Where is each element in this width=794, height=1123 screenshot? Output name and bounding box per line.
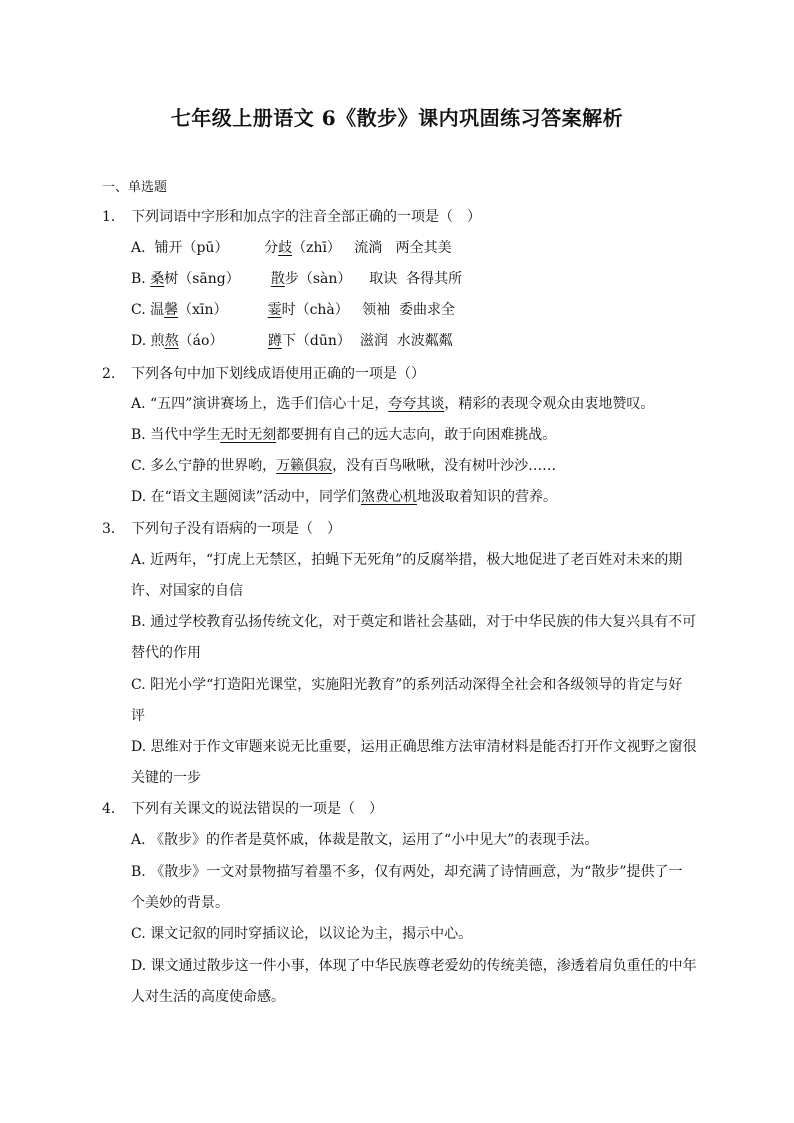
question-4-option-d-line-1: D. 课文通过散步这一件小事，体现了中华民族尊老爱幼的传统美德，渗透着肩负重任的中年	[131, 958, 697, 974]
question-1-option-d: D. 煎熬（áo） 蹲下（dūn） 滋润 水波粼粼	[131, 333, 453, 349]
question-3-stem: 下列句子没有语病的一项是（ ）	[131, 521, 341, 537]
question-2-number: 2.	[102, 366, 116, 382]
question-4-option-d-line-2: 人对生活的高度使命感。	[131, 989, 285, 1005]
question-3-option-a-line-2: 许、对国家的自信	[131, 583, 243, 599]
question-4-stem: 下列有关课文的说法错误的一项是（ ）	[131, 801, 383, 817]
page-title: 七年级上册语文 6《散步》课内巩固练习答案解析	[170, 106, 624, 130]
question-4-number: 4.	[102, 801, 116, 817]
question-3-option-a-line-1: A. 近两年，“打虎上无禁区，拍蝇下无死角”的反腐举措，极大地促进了老百姓对未来的期	[131, 552, 683, 568]
question-2-stem: 下列各句中加下划线成语使用正确的一项是（）	[131, 366, 425, 382]
question-3-option-d-line-1: D. 思维对于作文审题来说无比重要，运用正确思维方法审清材料是能否打开作文视野之窗很	[131, 739, 697, 755]
question-4-option-b-line-1: B. 《散步》一文对景物描写着墨不多，仅有两处，却充满了诗情画意，为“散步”提供了一	[131, 864, 683, 880]
section-heading: 一、单选题	[102, 180, 168, 195]
question-1-number: 1.	[102, 209, 116, 225]
question-2-option-c: C. 多么宁静的世界哟，万籁俱寂，没有百鸟啾啾，没有树叶沙沙……	[131, 458, 557, 474]
question-2-option-a: A. “五四”演讲赛场上，选手们信心十足，夸夸其谈，精彩的表现令观众由衷地赞叹。	[131, 396, 655, 412]
question-2-option-d: D. 在“语文主题阅读”活动中，同学们煞费心机地汲取着知识的营养。	[131, 489, 557, 505]
question-3-option-d-line-2: 关键的一步	[131, 770, 201, 786]
question-2-option-b: B. 当代中学生无时无刻都要拥有自己的远大志向，敢于向困难挑战。	[131, 427, 557, 443]
question-1-option-b: B. 桑树（sāng） 散步（sàn） 取诀 各得其所	[131, 271, 463, 287]
question-4-option-b-line-2: 个美妙的背景。	[131, 895, 229, 911]
question-3-option-c-line-1: C. 阳光小学“打造阳光课堂，实施阳光教育”的系列活动深得全社会和各级领导的肯定与好	[131, 677, 683, 693]
question-3-option-b-line-2: 替代的作用	[131, 645, 201, 661]
question-4-option-c: C. 课文记叙的同时穿插议论，以议论为主，揭示中心。	[131, 926, 473, 942]
question-4-option-a: A. 《散步》的作者是莫怀戚，体裁是散文，运用了“小中见大”的表现手法。	[131, 832, 599, 848]
question-1-stem: 下列词语中字形和加点字的注音全部正确的一项是（ ）	[131, 209, 481, 225]
question-1-option-c: C. 温馨（xīn） 霎时（chà） 领袖 委曲求全	[131, 302, 456, 318]
question-1-option-a: A. 铺开（pū） 分歧（zhī） 流淌 两全其美	[131, 240, 452, 256]
question-3-number: 3.	[102, 521, 116, 537]
question-3-option-b-line-1: B. 通过学校教育弘扬传统文化，对于奠定和谐社会基础，对于中华民族的伟大复兴具有不可	[131, 614, 697, 630]
question-3-option-c-line-2: 评	[131, 708, 145, 724]
